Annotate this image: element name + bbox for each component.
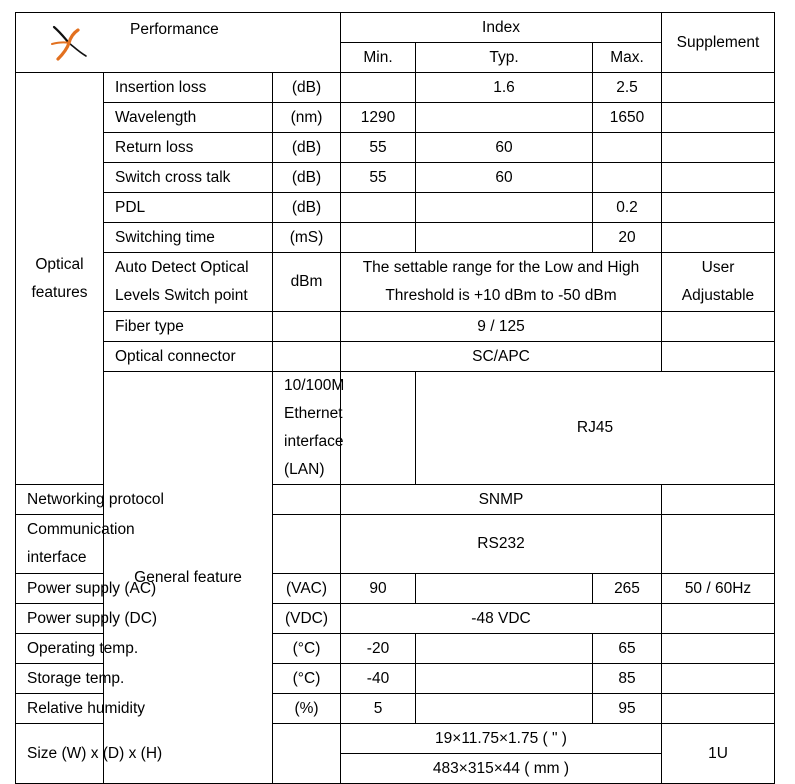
row-supplement: [662, 312, 775, 342]
row-unit: (nm): [273, 103, 341, 133]
row-supplement: [662, 103, 775, 133]
row-unit: (dB): [273, 163, 341, 193]
row-typ: [416, 193, 593, 223]
row-min: [341, 73, 416, 103]
row-supplement: [662, 73, 775, 103]
group-general-feature: General feature: [104, 372, 273, 784]
index-header: Index: [341, 13, 662, 43]
row-unit: (°C): [273, 664, 341, 694]
max-header: Max.: [593, 43, 662, 73]
row-name: Size (W) x (D) x (H): [16, 724, 104, 784]
row-name: Power supply (DC): [16, 604, 104, 634]
row-supplement: [662, 604, 775, 634]
row-name: PDL: [104, 193, 273, 223]
row-max: 20: [593, 223, 662, 253]
row-supplement: [662, 664, 775, 694]
row-name: Power supply (AC): [16, 574, 104, 604]
row-name: Communication interface: [16, 515, 104, 574]
row-unit: [273, 312, 341, 342]
row-typ: [416, 634, 593, 664]
row-value-mm: 483×315×44 ( mm ): [341, 754, 662, 784]
row-unit: [273, 724, 341, 784]
row-min: 55: [341, 133, 416, 163]
row-min: [341, 223, 416, 253]
row-max: 0.2: [593, 193, 662, 223]
row-unit: (VAC): [273, 574, 341, 604]
row-name: Wavelength: [104, 103, 273, 133]
row-supplement: [662, 634, 775, 664]
row-supplement: [662, 515, 775, 574]
performance-header: [16, 13, 341, 73]
row-typ: [416, 574, 593, 604]
row-name: Switch cross talk: [104, 163, 273, 193]
row-max: 85: [593, 664, 662, 694]
row-min: 5: [341, 694, 416, 724]
row-unit: (dB): [273, 73, 341, 103]
row-typ: 60: [416, 163, 593, 193]
row-max: 95: [593, 694, 662, 724]
performance-title: Performance: [130, 21, 219, 38]
row-unit: [273, 485, 341, 515]
row-supplement: [662, 163, 775, 193]
row-max: 265: [593, 574, 662, 604]
row-min: 55: [341, 163, 416, 193]
row-value-inches: 19×11.75×1.75 ( " ): [341, 724, 662, 754]
company-logo-icon: [48, 22, 90, 64]
row-value: RS232: [341, 515, 662, 574]
row-max: 2.5: [593, 73, 662, 103]
group-optical-features: Optical features: [16, 73, 104, 485]
row-min: 90: [341, 574, 416, 604]
row-name: Return loss: [104, 133, 273, 163]
row-supplement: [662, 193, 775, 223]
row-supplement: [662, 342, 775, 372]
row-name: Fiber type: [104, 312, 273, 342]
row-typ: [416, 664, 593, 694]
row-min: 1290: [341, 103, 416, 133]
row-supplement: [662, 223, 775, 253]
row-unit: (mS): [273, 223, 341, 253]
row-supplement: [662, 485, 775, 515]
row-typ: 1.6: [416, 73, 593, 103]
row-name: Operating temp.: [16, 634, 104, 664]
row-max: [593, 133, 662, 163]
row-name: Insertion loss: [104, 73, 273, 103]
row-value: SC/APC: [341, 342, 662, 372]
row-typ: [416, 223, 593, 253]
spec-table: [15, 12, 775, 784]
row-name: 10/100M Ethernet interface (LAN): [273, 372, 341, 485]
row-min: [341, 193, 416, 223]
row-name: Switching time: [104, 223, 273, 253]
row-name: Optical connector: [104, 342, 273, 372]
row-unit: [273, 342, 341, 372]
row-value: SNMP: [341, 485, 662, 515]
row-max: 65: [593, 634, 662, 664]
typ-header: Typ.: [416, 43, 593, 73]
row-min: -40: [341, 664, 416, 694]
row-max: 1650: [593, 103, 662, 133]
row-typ: [416, 694, 593, 724]
row-typ: [416, 103, 593, 133]
row-min: -20: [341, 634, 416, 664]
supplement-header: Supplement: [662, 13, 775, 73]
row-value: RJ45: [416, 372, 775, 485]
row-supplement: 50 / 60Hz: [662, 574, 775, 604]
row-value: 9 / 125: [341, 312, 662, 342]
row-unit: [341, 372, 416, 485]
row-value: -48 VDC: [341, 604, 662, 634]
min-header: Min.: [341, 43, 416, 73]
row-supplement: 1U: [662, 724, 775, 784]
row-unit: dBm: [273, 253, 341, 312]
row-supplement: [662, 694, 775, 724]
row-name: Storage temp.: [16, 664, 104, 694]
row-supplement: [662, 133, 775, 163]
row-name: Networking protocol: [16, 485, 104, 515]
row-supplement: User Adjustable: [662, 253, 775, 312]
row-unit: [273, 515, 341, 574]
row-max: [593, 163, 662, 193]
row-typ: 60: [416, 133, 593, 163]
row-unit: (%): [273, 694, 341, 724]
row-unit: (dB): [273, 193, 341, 223]
row-name: Auto Detect Optical Levels Switch point: [104, 253, 273, 312]
row-unit: (dB): [273, 133, 341, 163]
row-unit: (°C): [273, 634, 341, 664]
row-unit: (VDC): [273, 604, 341, 634]
row-value: The settable range for the Low and High Threshold is +10 dBm to -50 dBm: [341, 253, 662, 312]
row-name: Relative humidity: [16, 694, 104, 724]
